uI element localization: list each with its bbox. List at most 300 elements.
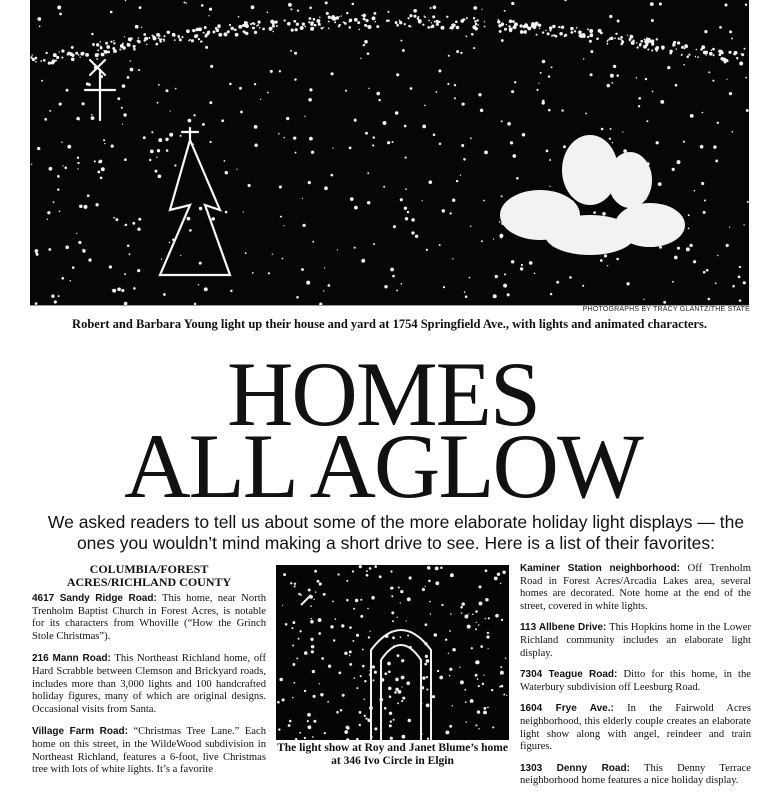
light-speck <box>218 33 222 37</box>
light-speck <box>516 177 519 180</box>
light-speck <box>407 17 409 19</box>
light-speck <box>311 618 313 620</box>
listing-text: In the Fairwold Acres neighborhood, this elderly couple creates an elaborate light show along with angel, reindeer and train figures. <box>520 703 752 753</box>
light-speck <box>494 576 498 580</box>
listing-address: 216 Mann Road: <box>32 653 111 665</box>
light-speck <box>549 159 551 161</box>
light-speck <box>502 25 504 27</box>
light-speck <box>636 46 638 48</box>
light-speck <box>406 620 407 621</box>
light-speck <box>308 21 310 23</box>
light-speck <box>407 597 411 601</box>
light-speck <box>445 730 449 734</box>
light-speck <box>656 38 658 40</box>
light-speck <box>138 37 140 39</box>
light-speck <box>461 144 464 147</box>
light-speck <box>296 657 298 659</box>
light-speck <box>656 50 658 52</box>
light-speck <box>348 26 351 29</box>
light-speck <box>346 12 348 14</box>
light-speck <box>341 624 344 627</box>
light-speck <box>343 22 344 23</box>
light-speck <box>465 721 466 722</box>
light-speck <box>715 282 717 284</box>
light-speck <box>520 30 524 34</box>
light-speck <box>359 711 362 714</box>
light-speck <box>100 41 102 43</box>
light-speck <box>475 674 478 677</box>
light-speck <box>425 655 428 658</box>
light-speck <box>294 78 296 80</box>
light-speck <box>185 2 187 4</box>
light-speck <box>292 645 294 647</box>
light-speck <box>193 114 195 116</box>
light-speck <box>609 37 611 39</box>
light-speck <box>342 694 345 697</box>
light-speck <box>551 35 553 37</box>
light-speck <box>286 117 289 120</box>
light-speck <box>352 640 354 642</box>
light-speck <box>321 27 323 29</box>
light-speck <box>488 648 489 649</box>
light-speck <box>135 25 139 29</box>
light-speck <box>328 28 330 30</box>
light-speck <box>542 31 544 33</box>
light-speck <box>695 56 696 57</box>
light-speck <box>48 248 51 251</box>
light-speck <box>556 281 559 284</box>
light-speck <box>302 224 305 227</box>
light-speck <box>315 591 316 592</box>
light-speck <box>308 181 311 184</box>
light-speck <box>37 17 41 21</box>
light-speck <box>245 252 247 254</box>
light-speck <box>720 50 723 53</box>
light-speck <box>392 620 394 622</box>
light-speck <box>427 26 430 29</box>
light-speck <box>719 26 722 29</box>
light-speck <box>621 40 623 42</box>
light-speck <box>559 32 563 36</box>
light-speck <box>37 147 40 150</box>
light-speck <box>400 590 403 593</box>
light-speck <box>549 26 552 29</box>
light-speck <box>590 73 593 76</box>
light-speck <box>272 25 275 28</box>
light-speck <box>477 678 479 680</box>
light-speck <box>61 141 62 142</box>
left-column <box>32 563 266 787</box>
light-speck <box>400 636 402 638</box>
region-heading <box>32 563 266 589</box>
light-speck <box>576 27 578 29</box>
light-speck <box>293 136 296 139</box>
light-speck <box>703 211 706 214</box>
light-speck <box>300 26 304 30</box>
light-speck <box>252 272 254 274</box>
light-speck <box>321 657 324 660</box>
light-speck <box>726 244 729 247</box>
listing-entry <box>520 622 751 660</box>
light-speck <box>486 635 489 638</box>
light-speck <box>578 30 582 34</box>
light-speck <box>311 151 314 154</box>
light-speck <box>540 72 542 74</box>
light-speck <box>324 732 326 734</box>
light-speck <box>100 46 101 47</box>
light-speck <box>475 628 477 630</box>
light-speck <box>408 719 411 722</box>
light-speck <box>374 565 377 568</box>
light-speck <box>601 128 604 131</box>
light-speck <box>629 38 632 41</box>
light-speck <box>209 8 212 11</box>
light-speck <box>367 52 370 55</box>
listing-text: This Denny Terrace neighborhood home features a nice holiday display. <box>520 762 751 787</box>
light-speck <box>446 16 448 18</box>
light-speck <box>426 659 430 663</box>
light-speck <box>62 165 63 166</box>
light-speck <box>674 44 676 46</box>
light-speck <box>677 160 681 164</box>
light-speck <box>688 214 690 216</box>
light-speck <box>519 24 522 27</box>
light-speck <box>686 247 690 251</box>
light-speck <box>310 605 312 607</box>
light-speck <box>349 663 352 666</box>
light-speck <box>504 28 507 31</box>
light-speck <box>473 17 475 19</box>
light-speck <box>493 294 497 298</box>
light-speck <box>331 72 334 75</box>
light-speck <box>475 610 478 613</box>
light-speck <box>705 54 707 56</box>
light-speck <box>739 299 742 302</box>
light-speck <box>120 44 124 48</box>
light-speck <box>741 53 742 54</box>
light-speck <box>411 218 415 222</box>
light-speck <box>383 186 385 188</box>
light-speck <box>151 131 153 133</box>
light-speck <box>439 676 443 680</box>
light-speck <box>539 27 541 29</box>
light-speck <box>314 570 317 573</box>
light-speck <box>308 725 312 729</box>
headline-line-1: HOMES <box>226 343 540 445</box>
light-speck <box>372 597 374 599</box>
light-speck <box>390 268 394 272</box>
light-speck <box>318 632 321 635</box>
light-speck <box>309 137 313 141</box>
light-speck <box>91 116 95 120</box>
light-speck <box>161 258 162 259</box>
light-speck <box>323 593 326 596</box>
light-speck <box>483 200 485 202</box>
light-speck <box>112 47 115 50</box>
light-speck <box>101 167 105 171</box>
light-speck <box>402 697 405 700</box>
light-speck <box>334 21 336 23</box>
light-speck <box>338 25 340 27</box>
light-speck <box>47 211 50 214</box>
light-speck <box>676 48 677 49</box>
light-speck <box>87 194 90 197</box>
light-speck <box>374 671 377 674</box>
light-speck <box>449 28 450 29</box>
light-speck <box>387 141 390 144</box>
light-speck <box>67 54 69 56</box>
light-speck <box>461 602 465 606</box>
light-speck <box>538 83 539 84</box>
light-speck <box>564 34 567 37</box>
light-speck <box>311 650 314 653</box>
light-speck <box>352 570 354 572</box>
light-speck <box>524 30 526 32</box>
light-speck <box>396 290 398 292</box>
light-speck <box>253 23 255 25</box>
light-speck <box>487 632 489 634</box>
light-speck <box>158 84 160 86</box>
light-speck <box>139 6 142 9</box>
light-speck <box>104 143 105 144</box>
light-speck <box>472 614 474 616</box>
light-speck <box>409 14 412 17</box>
light-speck <box>292 621 295 624</box>
light-speck <box>270 70 273 73</box>
photo-elgin-lights-image <box>276 565 509 740</box>
light-speck <box>324 186 328 190</box>
light-speck <box>638 97 641 100</box>
light-speck <box>103 139 105 141</box>
light-speck <box>373 679 375 681</box>
listing-address: 1604 Frye Ave.: <box>520 703 614 715</box>
light-speck <box>501 39 504 42</box>
light-speck <box>121 107 123 109</box>
light-speck <box>636 42 637 43</box>
light-speck <box>474 20 477 23</box>
light-speck <box>611 82 613 84</box>
light-speck <box>514 81 516 83</box>
light-speck <box>337 573 339 575</box>
light-speck <box>745 77 747 79</box>
light-speck <box>582 285 584 287</box>
light-speck <box>711 50 713 52</box>
light-speck <box>254 144 258 148</box>
light-speck <box>689 244 692 247</box>
light-speck <box>254 83 256 85</box>
light-speck <box>170 110 171 111</box>
light-speck <box>712 48 715 51</box>
light-speck <box>511 31 512 32</box>
light-speck <box>91 114 93 116</box>
light-speck <box>449 725 452 728</box>
light-speck <box>35 61 37 63</box>
light-speck <box>155 170 158 173</box>
light-speck <box>383 121 387 125</box>
light-speck <box>460 52 462 54</box>
light-speck <box>364 715 366 717</box>
light-speck <box>478 685 480 687</box>
light-speck <box>353 608 355 610</box>
light-speck <box>424 16 426 18</box>
light-speck <box>282 258 284 260</box>
light-speck <box>440 566 443 569</box>
light-speck <box>683 141 685 143</box>
light-speck <box>367 201 370 204</box>
light-speck <box>616 258 619 261</box>
light-speck <box>467 625 471 629</box>
light-speck <box>132 222 135 225</box>
light-speck <box>499 221 501 223</box>
light-speck <box>127 43 131 47</box>
light-speck <box>110 11 113 14</box>
light-speck <box>681 54 683 56</box>
light-speck <box>558 26 560 28</box>
light-speck <box>693 260 696 263</box>
light-speck <box>202 123 205 126</box>
light-speck <box>349 626 352 629</box>
light-speck <box>191 39 194 42</box>
light-speck <box>426 249 428 251</box>
region-heading-line-1: COLUMBIA/FOREST <box>89 562 209 576</box>
light-speck <box>59 210 61 212</box>
light-speck <box>124 158 127 161</box>
light-speck <box>448 653 449 654</box>
light-speck <box>424 663 427 666</box>
light-speck <box>509 20 513 24</box>
light-speck <box>366 19 369 22</box>
light-speck <box>401 659 404 662</box>
light-speck <box>442 209 445 212</box>
light-speck <box>166 89 169 92</box>
light-speck <box>506 695 507 696</box>
light-speck <box>384 672 387 675</box>
light-speck <box>378 99 380 101</box>
light-speck <box>77 117 80 120</box>
light-speck <box>179 38 182 41</box>
light-speck <box>69 52 73 56</box>
light-speck <box>279 185 282 188</box>
light-speck <box>645 78 647 80</box>
light-speck <box>684 48 686 50</box>
light-speck <box>35 58 37 60</box>
light-speck <box>41 80 43 82</box>
light-speck <box>51 295 54 298</box>
light-speck <box>512 27 514 29</box>
light-speck <box>431 22 432 23</box>
light-speck <box>428 20 430 22</box>
light-speck <box>424 105 426 107</box>
light-speck <box>729 30 732 33</box>
light-speck <box>473 25 475 27</box>
light-speck <box>422 125 426 129</box>
light-speck <box>500 666 502 668</box>
light-speck <box>332 147 333 148</box>
light-speck <box>294 585 296 587</box>
light-speck <box>644 38 646 40</box>
light-speck <box>150 150 154 154</box>
light-speck <box>387 662 391 666</box>
light-speck <box>295 152 297 154</box>
light-speck <box>719 53 721 55</box>
light-speck <box>656 141 659 144</box>
light-speck <box>512 154 516 158</box>
light-speck <box>732 285 735 288</box>
light-speck <box>507 293 510 296</box>
light-speck <box>312 736 314 738</box>
light-speck <box>188 119 192 123</box>
light-speck <box>309 17 312 20</box>
light-speck <box>141 27 142 28</box>
light-speck <box>643 299 644 300</box>
light-speck <box>57 175 60 178</box>
light-speck <box>391 611 394 614</box>
light-speck <box>158 174 162 178</box>
light-speck <box>550 293 552 295</box>
light-speck <box>508 25 510 27</box>
light-speck <box>205 46 208 49</box>
light-speck <box>285 623 288 626</box>
light-speck <box>433 134 436 137</box>
light-speck <box>461 102 464 105</box>
light-speck <box>291 29 294 32</box>
light-speck <box>372 665 375 668</box>
light-speck <box>405 188 407 190</box>
light-speck <box>552 25 555 28</box>
light-speck <box>744 48 746 50</box>
light-speck <box>293 20 296 23</box>
light-speck <box>167 31 170 34</box>
light-speck <box>405 157 407 159</box>
light-speck <box>675 84 678 87</box>
light-speck <box>235 33 239 37</box>
light-speck <box>582 34 586 38</box>
light-speck <box>604 254 607 257</box>
light-speck <box>400 602 401 603</box>
light-speck <box>739 266 741 268</box>
light-speck <box>373 243 375 245</box>
light-speck <box>101 53 105 57</box>
light-speck <box>372 144 374 146</box>
light-speck <box>424 586 425 587</box>
light-speck <box>484 26 486 28</box>
light-speck <box>555 35 558 38</box>
light-speck <box>347 728 349 730</box>
light-speck <box>475 724 477 726</box>
light-speck <box>485 598 489 602</box>
light-speck <box>672 168 675 171</box>
light-speck <box>724 3 727 6</box>
light-speck <box>452 199 455 202</box>
light-speck <box>460 680 464 684</box>
light-speck <box>461 612 463 614</box>
light-speck <box>45 52 47 54</box>
light-speck <box>366 25 368 27</box>
light-speck <box>88 258 91 261</box>
light-speck <box>425 623 428 626</box>
listing-text: Off Trenholm Road in Forest Acres/Arcadia Lakes area, several homes are decorated. Note home at the end of the street, covered in white lights. <box>520 563 751 612</box>
light-speck <box>352 3 355 6</box>
listing-entry <box>520 563 751 613</box>
light-speck <box>332 601 334 603</box>
light-speck <box>405 217 408 220</box>
light-speck <box>307 713 311 717</box>
listing-address: 1303 Denny Road: <box>520 762 630 774</box>
light-speck <box>587 28 589 30</box>
light-speck <box>310 22 314 26</box>
light-speck <box>627 34 628 35</box>
light-speck <box>617 20 620 23</box>
